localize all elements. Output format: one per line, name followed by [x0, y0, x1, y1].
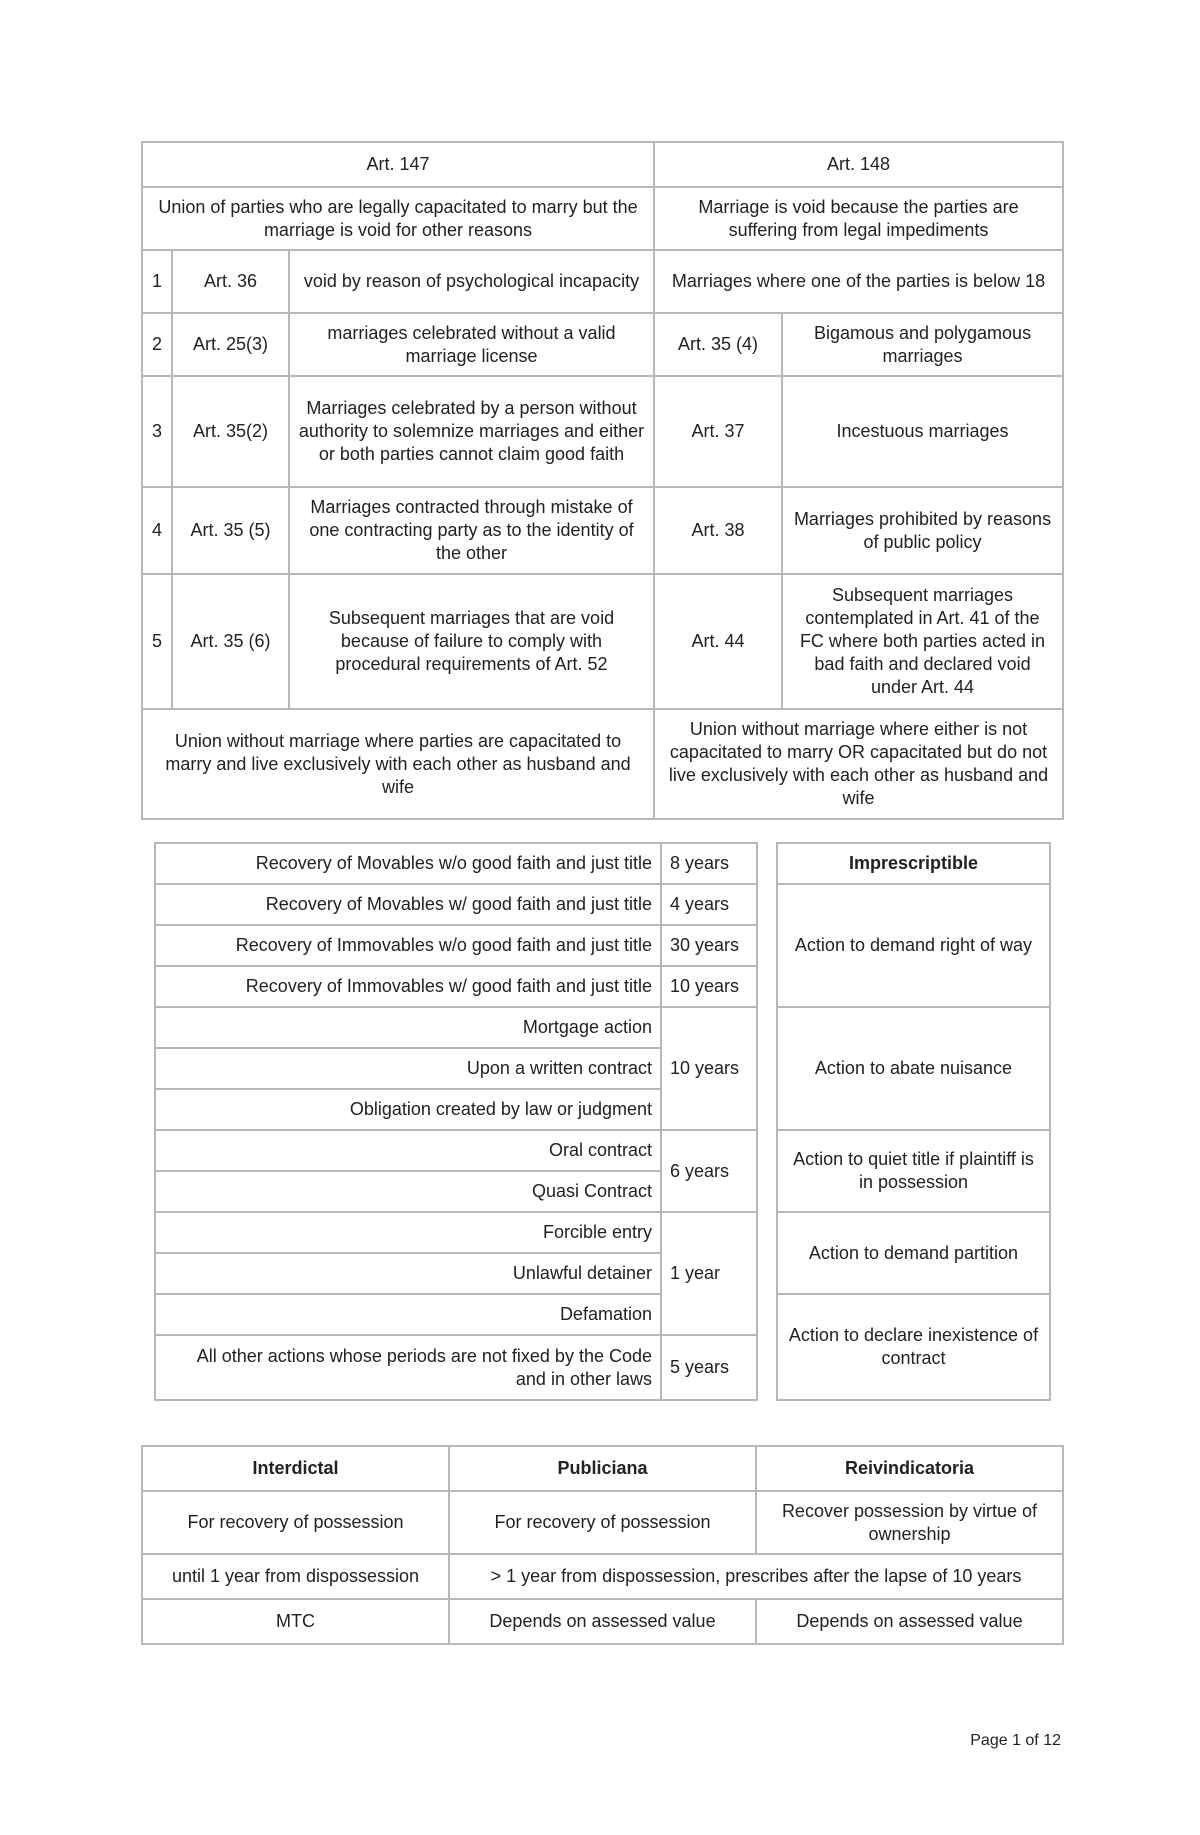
art-148-header: Art. 148: [654, 142, 1063, 187]
imprescriptible-item: Action to demand right of way: [777, 884, 1050, 1007]
action-label: Oral contract: [155, 1130, 661, 1171]
action-label: Recovery of Movables w/o good faith and just title: [155, 843, 661, 884]
article-left: Art. 35 (5): [172, 487, 289, 574]
possession-actions-table: [141, 1445, 1064, 1645]
art-147-header: Art. 147: [142, 142, 654, 187]
imprescriptible-item: Action to abate nuisance: [777, 1007, 1050, 1130]
ground-right: Marriages where one of the parties is below 18: [654, 250, 1063, 313]
period-value: 8 years: [661, 843, 757, 884]
table-row: [142, 1446, 1063, 1491]
period-value: 4 years: [661, 884, 757, 925]
action-label: Upon a written contract: [155, 1048, 661, 1089]
table-row: [155, 1212, 1050, 1253]
action-label: Recovery of Immovables w/ good faith and just title: [155, 966, 661, 1007]
period-cell: > 1 year from dispossession, prescribes after the lapse of 10 years: [449, 1554, 1063, 1599]
column-gap: [757, 843, 777, 1400]
action-label: Defamation: [155, 1294, 661, 1335]
article-left: Art. 35 (6): [172, 574, 289, 709]
art-148-description: Marriage is void because the parties are suffering from legal impediments: [654, 187, 1063, 250]
jurisdiction-cell: Depends on assessed value: [449, 1599, 756, 1644]
ground-left: Subsequent marriages that are void because of failure to comply with procedural requirements of Art. 52: [289, 574, 654, 709]
period-value: 5 years: [661, 1335, 757, 1400]
ground-left: Marriages contracted through mistake of one contracting party as to the identity of the other: [289, 487, 654, 574]
table-row: [142, 187, 1063, 250]
table-row: [142, 376, 1063, 487]
imprescriptible-header: Imprescriptible: [777, 843, 1050, 884]
row-number: 1: [142, 250, 172, 313]
column-header-interdictal: Interdictal: [142, 1446, 449, 1491]
prescription-table: [154, 842, 1051, 1401]
column-header-publiciana: Publiciana: [449, 1446, 756, 1491]
row-number: 3: [142, 376, 172, 487]
row-number: 2: [142, 313, 172, 376]
imprescriptible-item: Action to quiet title if plaintiff is in possession: [777, 1130, 1050, 1212]
purpose-cell: Recover possession by virtue of ownership: [756, 1491, 1063, 1554]
union-right: Union without marriage where either is not capacitated to marry OR capacitated but do not live exclusively with each other as husband and wife: [654, 709, 1063, 819]
table-row: [142, 250, 1063, 313]
article-left: Art. 36: [172, 250, 289, 313]
imprescriptible-item: Action to declare inexistence of contract: [777, 1294, 1050, 1400]
period-value: 6 years: [661, 1130, 757, 1212]
period-value: 30 years: [661, 925, 757, 966]
purpose-cell: For recovery of possession: [449, 1491, 756, 1554]
ground-left: void by reason of psychological incapacity: [289, 250, 654, 313]
ground-right: Marriages prohibited by reasons of public policy: [782, 487, 1063, 574]
article-left: Art. 35(2): [172, 376, 289, 487]
table-row: [142, 1554, 1063, 1599]
period-value: 1 year: [661, 1212, 757, 1335]
ground-left: marriages celebrated without a valid marriage license: [289, 313, 654, 376]
table-row: [155, 1294, 1050, 1335]
table-row: [142, 574, 1063, 709]
table-row: [142, 1491, 1063, 1554]
action-label: Recovery of Movables w/ good faith and just title: [155, 884, 661, 925]
page-number: Page 1 of 12: [970, 1732, 1061, 1749]
period-cell: until 1 year from dispossession: [142, 1554, 449, 1599]
ground-right: Bigamous and polygamous marriages: [782, 313, 1063, 376]
union-left: Union without marriage where parties are capacitated to marry and live exclusively with each other as husband and wife: [142, 709, 654, 819]
article-left: Art. 25(3): [172, 313, 289, 376]
imprescriptible-item: Action to demand partition: [777, 1212, 1050, 1294]
action-label: Recovery of Immovables w/o good faith and just title: [155, 925, 661, 966]
jurisdiction-cell: MTC: [142, 1599, 449, 1644]
action-label: Forcible entry: [155, 1212, 661, 1253]
table-row: [155, 843, 1050, 884]
art-147-description: Union of parties who are legally capacitated to marry but the marriage is void for other reasons: [142, 187, 654, 250]
action-label: All other actions whose periods are not fixed by the Code and in other laws: [155, 1335, 661, 1400]
table-row: [155, 884, 1050, 925]
article-right: Art. 44: [654, 574, 782, 709]
table-row: [142, 487, 1063, 574]
table-row: [142, 1599, 1063, 1644]
article-right: Art. 38: [654, 487, 782, 574]
row-number: 5: [142, 574, 172, 709]
table-row: [142, 142, 1063, 187]
action-label: Unlawful detainer: [155, 1253, 661, 1294]
article-right: Art. 35 (4): [654, 313, 782, 376]
ground-right: Subsequent marriages contemplated in Art. 41 of the FC where both parties acted in bad faith and declared void under Art. 44: [782, 574, 1063, 709]
jurisdiction-cell: Depends on assessed value: [756, 1599, 1063, 1644]
row-number: 4: [142, 487, 172, 574]
void-marriages-table: [141, 141, 1064, 820]
ground-right: Incestuous marriages: [782, 376, 1063, 487]
period-value: 10 years: [661, 966, 757, 1007]
ground-left: Marriages celebrated by a person without authority to solemnize marriages and either or both parties cannot claim good faith: [289, 376, 654, 487]
table-row: [142, 313, 1063, 376]
action-label: Obligation created by law or judgment: [155, 1089, 661, 1130]
table-row: [155, 1007, 1050, 1048]
table-row: [142, 709, 1063, 819]
purpose-cell: For recovery of possession: [142, 1491, 449, 1554]
action-label: Mortgage action: [155, 1007, 661, 1048]
action-label: Quasi Contract: [155, 1171, 661, 1212]
table-row: [155, 1130, 1050, 1171]
period-value: 10 years: [661, 1007, 757, 1130]
article-right: Art. 37: [654, 376, 782, 487]
column-header-reivindicatoria: Reivindicatoria: [756, 1446, 1063, 1491]
